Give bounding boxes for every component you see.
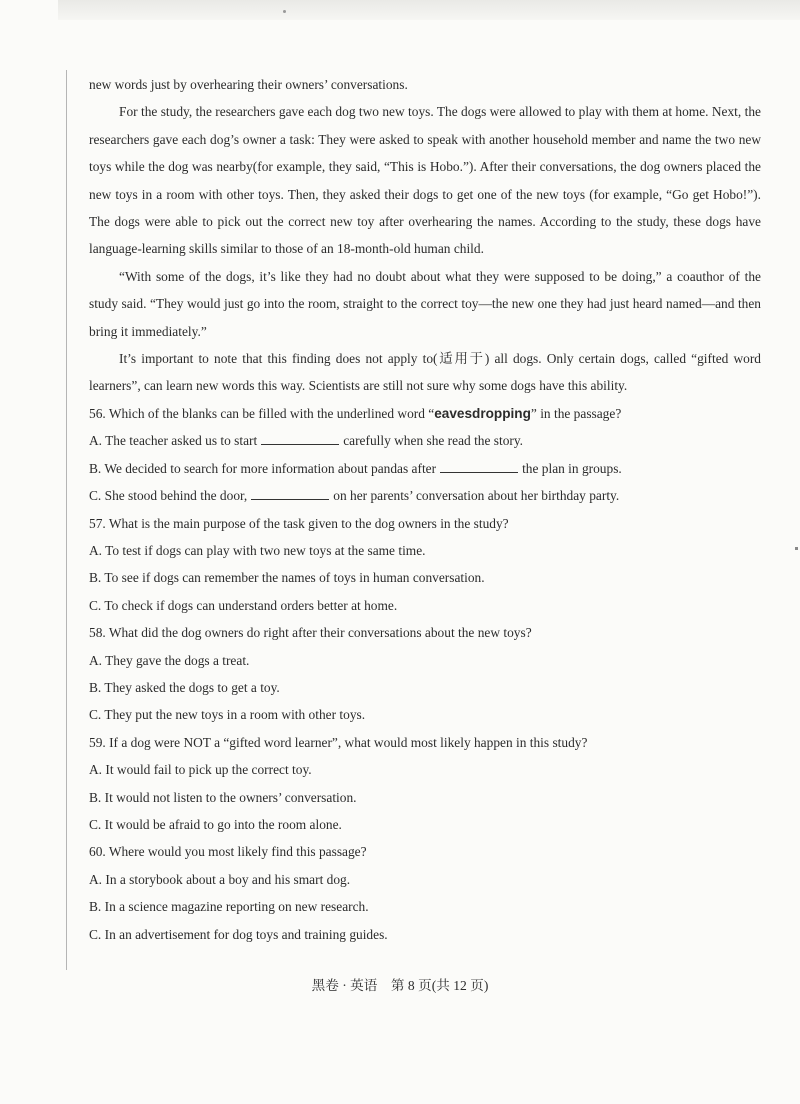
- question-stem: 60. Where would you most likely find this passage?: [89, 844, 367, 860]
- scan-speck: [283, 10, 286, 13]
- stem-text: 56. Which of the blanks can be filled with the underlined word “: [89, 405, 435, 421]
- option-text: carefully when she read the story.: [343, 433, 524, 449]
- option-b: B. It would not listen to the owners’ conversation.: [89, 789, 357, 805]
- option-text: A. The teacher asked us to start: [89, 433, 258, 449]
- passage-paragraph: It’s important to note that this finding does not apply to(适用于) all dogs. Only certain dogs, called “gifted word learners”, can learn new words this way. Scientists are still not sure why some dogs have this ability.: [89, 351, 761, 394]
- option-a: A. They gave the dogs a treat.: [89, 652, 250, 668]
- question-stem: 58. What did the dog owners do right after their conversations about the new toys?: [89, 625, 532, 641]
- question-stem: 57. What is the main purpose of the task given to the dog owners in the study?: [89, 515, 509, 531]
- option-c: C. It would be afraid to go into the room alone.: [89, 816, 342, 832]
- option-c: [89, 482, 761, 509]
- option-b: B. To see if dogs can remember the names of toys in human conversation.: [89, 570, 485, 586]
- option-b: B. In a science magazine reporting on new research.: [89, 899, 369, 915]
- option-text: the plan in groups.: [522, 460, 622, 476]
- option-a: A. In a storybook about a boy and his smart dog.: [89, 871, 351, 887]
- option-a: [89, 427, 761, 454]
- stem-text: ” in the passage?: [530, 405, 622, 421]
- option-a: A. It would fail to pick up the correct toy.: [89, 762, 312, 778]
- question-stem: 59. If a dog were NOT a “gifted word learner”, what would most likely happen in this study?: [89, 734, 588, 750]
- option-c: C. To check if dogs can understand orders better at home.: [89, 597, 398, 613]
- option-text: C. She stood behind the door,: [89, 488, 248, 504]
- page-footer: 黑卷 · 英语 第 8 页(共 12 页): [311, 978, 489, 993]
- option-b: B. They asked the dogs to get a toy.: [89, 679, 280, 695]
- question-58: [89, 619, 761, 729]
- passage-paragraph: new words just by overhearing their owners’ conversations.: [89, 77, 408, 92]
- option-text: B. We decided to search for more information about pandas after: [89, 460, 437, 476]
- scan-speck: [795, 547, 798, 550]
- scan-top-edge: [58, 0, 800, 20]
- option-c: C. In an advertisement for dog toys and training guides.: [89, 926, 388, 942]
- answer-blank: [440, 460, 518, 473]
- question-60: [89, 838, 761, 948]
- option-a: A. To test if dogs can play with two new toys at the same time.: [89, 542, 426, 558]
- page-content: [89, 71, 761, 948]
- option-c: C. They put the new toys in a room with other toys.: [89, 707, 366, 723]
- answer-blank: [251, 487, 329, 500]
- question-stem: [89, 400, 761, 427]
- answer-blank: [261, 432, 339, 445]
- option-b: [89, 455, 761, 482]
- question-56: [89, 400, 761, 510]
- question-59: [89, 729, 761, 839]
- keyword: eavesdropping: [434, 405, 531, 421]
- question-57: [89, 510, 761, 620]
- passage-paragraph: For the study, the researchers gave each dog two new toys. The dogs were allowed to play with them at home. Next, the researchers gave each dog’s owner a task: They were asked to speak with another household member and name the two new toys while the dog was nearby(for example, they said, “This is Hobo.”). After their conversations, the dog owners placed the new toys in a room with other toys. Then, they asked their dogs to get one of the new toys (for example, “Go get Hobo!”). The dogs were able to pick out the correct new toy after overhearing the names. According to the study, these dogs have language-learning skills similar to those of an 18-month-old human child.: [89, 104, 761, 257]
- option-text: on her parents’ conversation about her birthday party.: [333, 488, 620, 504]
- passage-paragraph: “With some of the dogs, it’s like they had no doubt about what they were supposed to be doing,” a coauthor of the study said. “They would just go into the room, straight to the correct toy—the new one they had just heard named—and then bring it immediately.”: [89, 268, 761, 339]
- margin-line: [66, 70, 67, 970]
